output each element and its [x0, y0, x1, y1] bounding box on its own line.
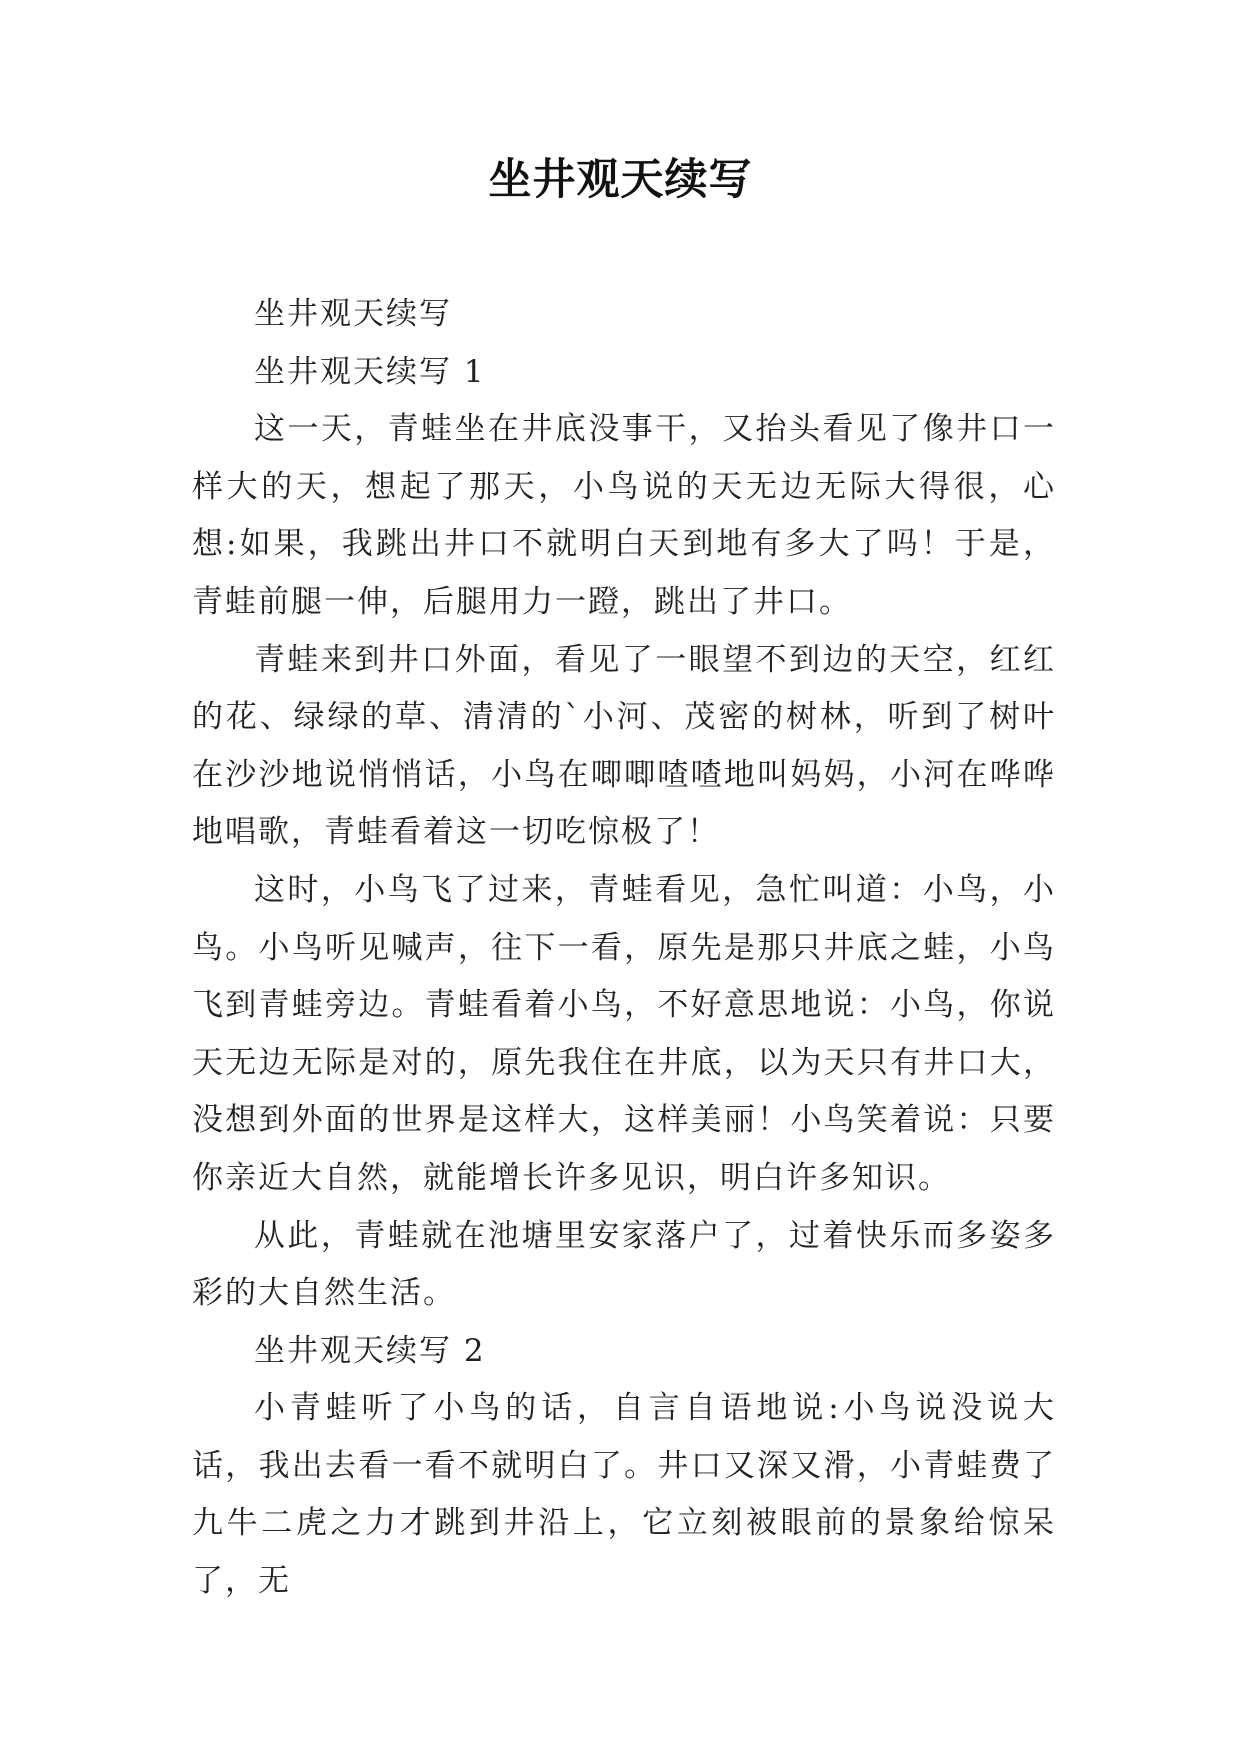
paragraph: 这时，小鸟飞了过来，青蛙看见，急忙叫道：小鸟，小鸟。小鸟听见喊声，往下一看，原先是那只井底之蛙，小鸟飞到青蛙旁边。青蛙看着小鸟，不好意思地说：小鸟，你说天无边无际是对的，原先我住在井底，以为天只有井口大，没想到外面的世界是这样大，这样美丽！小鸟笑着说：只要你亲近大自然，就能增长许多见识，明白许多知识。 — [192, 871, 1056, 1196]
paragraph: 从此，青蛙就在池塘里安家落户了，过着快乐而多姿多彩的大自然生活。 — [192, 1217, 1056, 1312]
section-heading-1: 坐井观天续写 1 — [254, 353, 486, 390]
paragraph: 这一天，青蛙坐在井底没事干，又抬头看见了像井口一样大的天，想起了那天，小鸟说的天无边无际大得很，心想:如果，我跳出井口不就明白天到地有多大了吗！于是，青蛙前腿一伸，后腿用力一蹬，跳出了井口。 — [192, 411, 1056, 620]
document-title: 坐井观天续写 — [488, 155, 753, 205]
paragraph-heading: 坐井观天续写 — [254, 296, 452, 332]
document-body — [192, 286, 1056, 1611]
paragraph: 小青蛙听了小鸟的话，自言自语地说:小鸟说没说大话，我出去看一看不就明白了。井口又深又滑，小青蛙费了九牛二虎之力才跳到井沿上，它立刻被眼前的景象给惊呆了，无 — [192, 1390, 1056, 1600]
section-heading-2: 坐井观天续写 2 — [254, 1332, 486, 1369]
paragraph: 青蛙来到井口外面，看见了一眼望不到边的天空，红红的花、绿绿的草、清清的`小河、茂密的树林，听到了树叶在沙沙地说悄悄话，小鸟在唧唧喳喳地叫妈妈，小河在哗哗地唱歌，青蛙看着这一切吃惊极了！ — [192, 641, 1056, 851]
